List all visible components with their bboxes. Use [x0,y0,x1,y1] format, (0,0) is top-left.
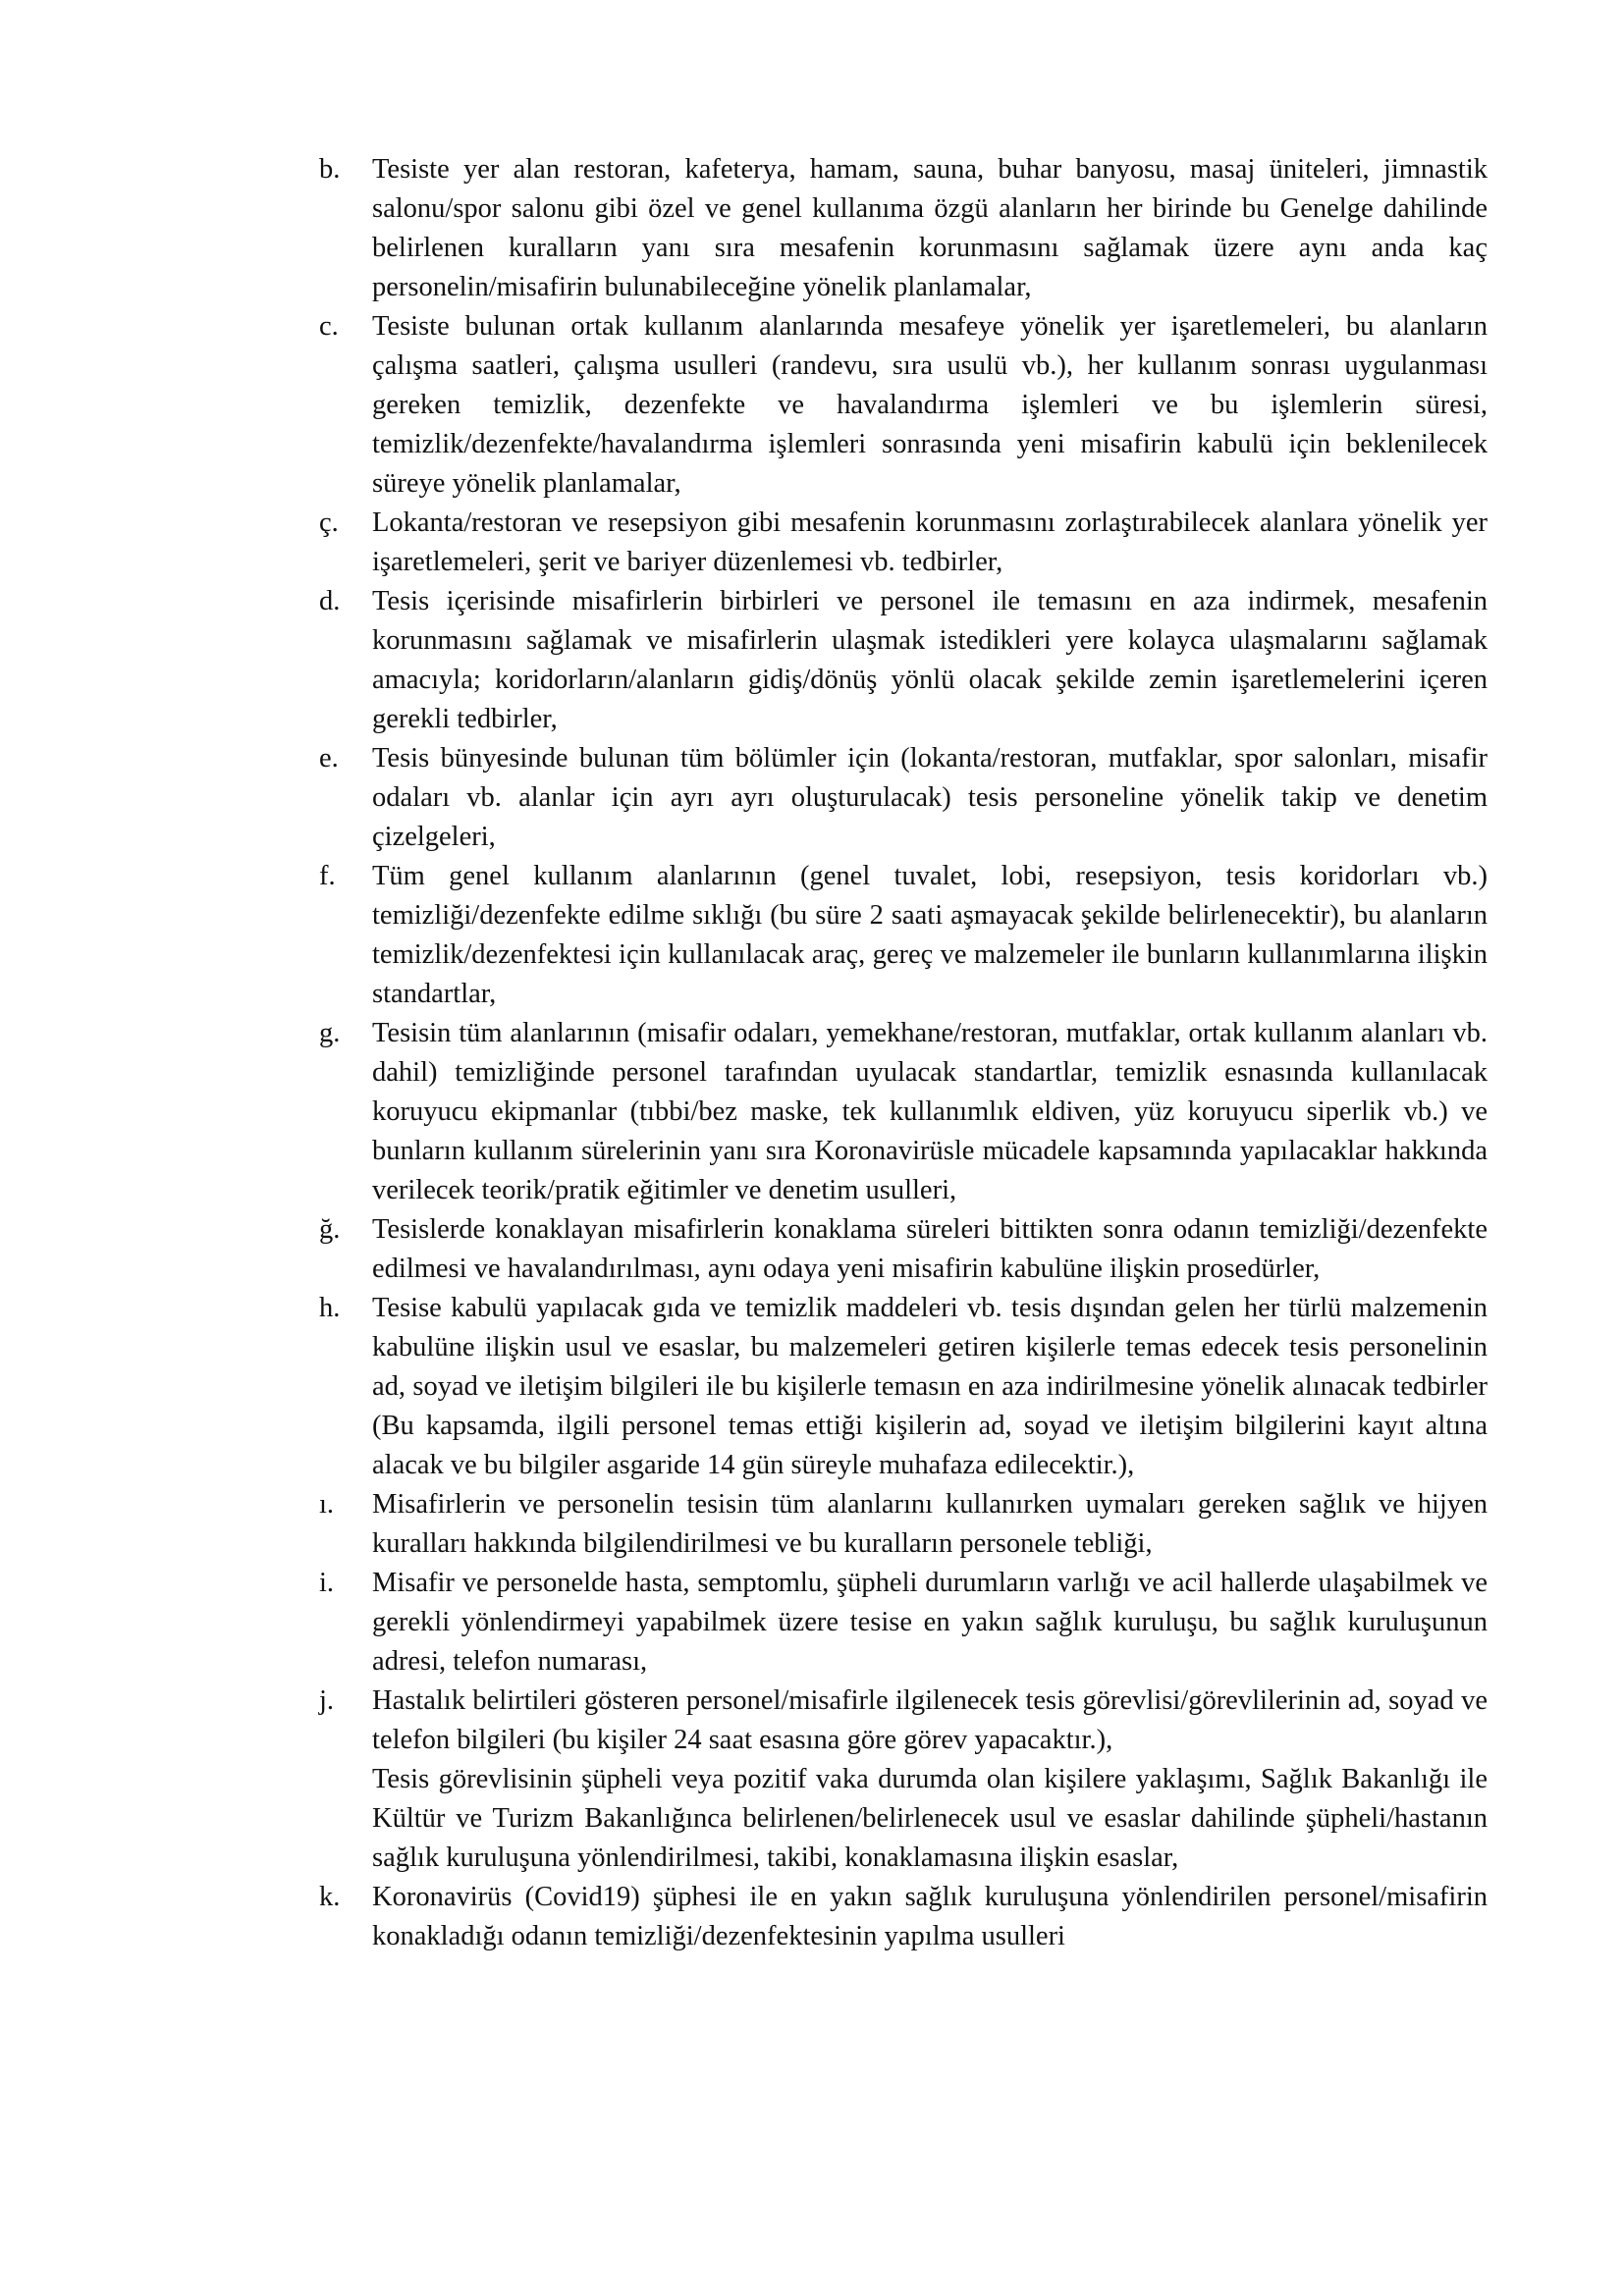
item-extra-paragraph: Tesis görevlisinin şüpheli veya pozitif vaka durumda olan kişilere yaklaşımı, Sağlık Bakanlığı ile Kültür ve Turizm Bakanlığınca belirlenen/belirlenecek usul ve esaslar dahilinde şüpheli/hastanın sağlık kuruluşuna yönlendirilmesi, takibi, konaklamasına ilişkin esaslar, [372,1764,1488,1873]
item-text: Tüm genel kullanım alanlarının (genel tuvalet, lobi, resepsiyon, tesis koridorları vb.) temizliği/dezenfekte edilme sıklığı (bu süre 2 saati aşmayacak şekilde belirlenecektir), bu alanların temizlik/dezenfektesi için kullanılacak araç, gereç ve malzemeler ile bunların kullanımlarına ilişkin standartlar, [372,861,1488,1009]
list-item-i [319,1564,1488,1682]
list-item-h [319,1289,1488,1485]
item-marker: ç. [319,507,339,538]
item-marker: d. [319,586,341,616]
item-text: Tesise kabulü yapılacak gıda ve temizlik maddeleri vb. tesis dışından gelen her türlü malzemenin kabulüne ilişkin usul ve esaslar, bu malzemeleri getiren kişilerle temas edecek tesis personelinin ad, soyad ve iletişim bilgileri ile bu kişilerle temasın en aza indirilmesine yönelik alınacak tedbirler (Bu kapsamda, ilgili personel temas ettiği kişilerin ad, soyad ve iletişim bilgilerini kayıt altına alacak ve bu bilgiler asgaride 14 gün süreyle muhafaza edilecektir.), [372,1293,1488,1480]
list-item-c [319,307,1488,504]
item-marker: h. [319,1293,341,1323]
item-marker: c. [319,311,339,342]
list-item-g [319,1014,1488,1210]
item-marker: k. [319,1882,341,1912]
item-marker: g. [319,1018,341,1048]
item-text: Tesis içerisinde misafirlerin birbirleri ve personel ile temasını en aza indirmek, mesafenin korunmasını sağlamak ve misafirlerin ulaşmak istedikleri yere kolayca ulaşmalarını sağlamak amacıyla; koridorların/alanların gidiş/dönüş yönlü olacak şekilde zemin işaretlemelerini içeren gerekli tedbirler, [372,586,1488,734]
item-marker: e. [319,743,339,774]
item-text: Tesiste yer alan restoran, kafeterya, hamam, sauna, buhar banyosu, masaj üniteleri, jimnastik salonu/spor salonu gibi özel ve genel kullanıma özgü alanların her birinde bu Genelge dahilinde belirlenen kuralların yanı sıra mesafenin korunmasını sağlamak üzere aynı anda kaç personelin/misafirin bulunabileceğine yönelik planlamalar, [372,154,1488,302]
item-text: Misafirlerin ve personelin tesisin tüm alanlarını kullanırken uymaları gereken sağlık ve hijyen kuralları hakkında bilgilendirilmesi ve bu kuralların personele tebliği, [372,1489,1488,1559]
item-text: Tesis bünyesinde bulunan tüm bölümler için (lokanta/restoran, mutfaklar, spor salonları, misafir odaları vb. alanlar için ayrı ayrı oluşturulacak) tesis personeline yönelik takip ve denetim çizelgeleri, [372,743,1488,852]
list-item-k [319,1878,1488,1956]
item-marker: ğ. [319,1214,341,1245]
list-item-c-cedilla [319,504,1488,582]
item-text: Misafir ve personelde hasta, semptomlu, şüpheli durumların varlığı ve acil hallerde ulaşabilmek ve gerekli yönlendirmeyi yapabilmek üzere tesise en yakın sağlık kuruluşu, bu sağlık kuruluşunun adresi, telefon numarası, [372,1568,1488,1677]
list-item-dotless-i [319,1485,1488,1564]
item-text: Hastalık belirtileri gösteren personel/misafirle ilgilenecek tesis görevlisi/görevlilerinin ad, soyad ve telefon bilgileri (bu kişiler 24 saat esasına göre görev yapacaktır.), [372,1685,1488,1755]
list-item-g-breve [319,1210,1488,1289]
requirements-list [319,150,1488,1956]
item-text: Koronavirüs (Covid19) şüphesi ile en yakın sağlık kuruluşuna yönlendirilen personel/misafirin konakladığı odanın temizliği/dezenfektesinin yapılma usulleri [372,1882,1488,1951]
list-item-b [319,150,1488,307]
item-marker: i. [319,1568,335,1598]
list-item-f [319,857,1488,1014]
item-marker: j. [319,1685,335,1716]
item-text: Tesislerde konaklayan misafirlerin konaklama süreleri bittikten sonra odanın temizliği/dezenfekte edilmesi ve havalandırılması, aynı odaya yeni misafirin kabulüne ilişkin prosedürler, [372,1214,1488,1284]
item-text: Tesiste bulunan ortak kullanım alanlarında mesafeye yönelik yer işaretlemeleri, bu alanların çalışma saatleri, çalışma usulleri (randevu, sıra usulü vb.), her kullanım sonrası uygulanması gereken temizlik, dezenfekte ve havalandırma işlemleri ve bu işlemlerin süresi, temizlik/dezenfekte/havalandırma işlemleri sonrasında yeni misafirin kabulü için beklenilecek süreye yönelik planlamalar, [372,311,1488,499]
item-marker: f. [319,861,336,891]
list-item-d [319,582,1488,739]
list-item-e [319,739,1488,857]
item-text: Lokanta/restoran ve resepsiyon gibi mesafenin korunmasını zorlaştırabilecek alanlara yönelik yer işaretlemeleri, şerit ve bariyer düzenlemesi vb. tedbirler, [372,507,1488,577]
item-marker: ı. [319,1489,335,1520]
item-marker: b. [319,154,341,185]
list-item-j [319,1682,1488,1878]
item-text: Tesisin tüm alanlarının (misafir odaları, yemekhane/restoran, mutfaklar, ortak kullanım alanları vb. dahil) temizliğinde personel tarafından uyulacak standartlar, temizlik esnasında kullanılacak koruyucu ekipmanlar (tıbbi/bez maske, tek kullanımlık eldiven, yüz koruyucu siperlik vb.) ve bunların kullanım sürelerinin yanı sıra Koronavirüsle mücadele kapsamında yapılacaklar hakkında verilecek teorik/pratik eğitimler ve denetim usulleri, [372,1018,1488,1205]
